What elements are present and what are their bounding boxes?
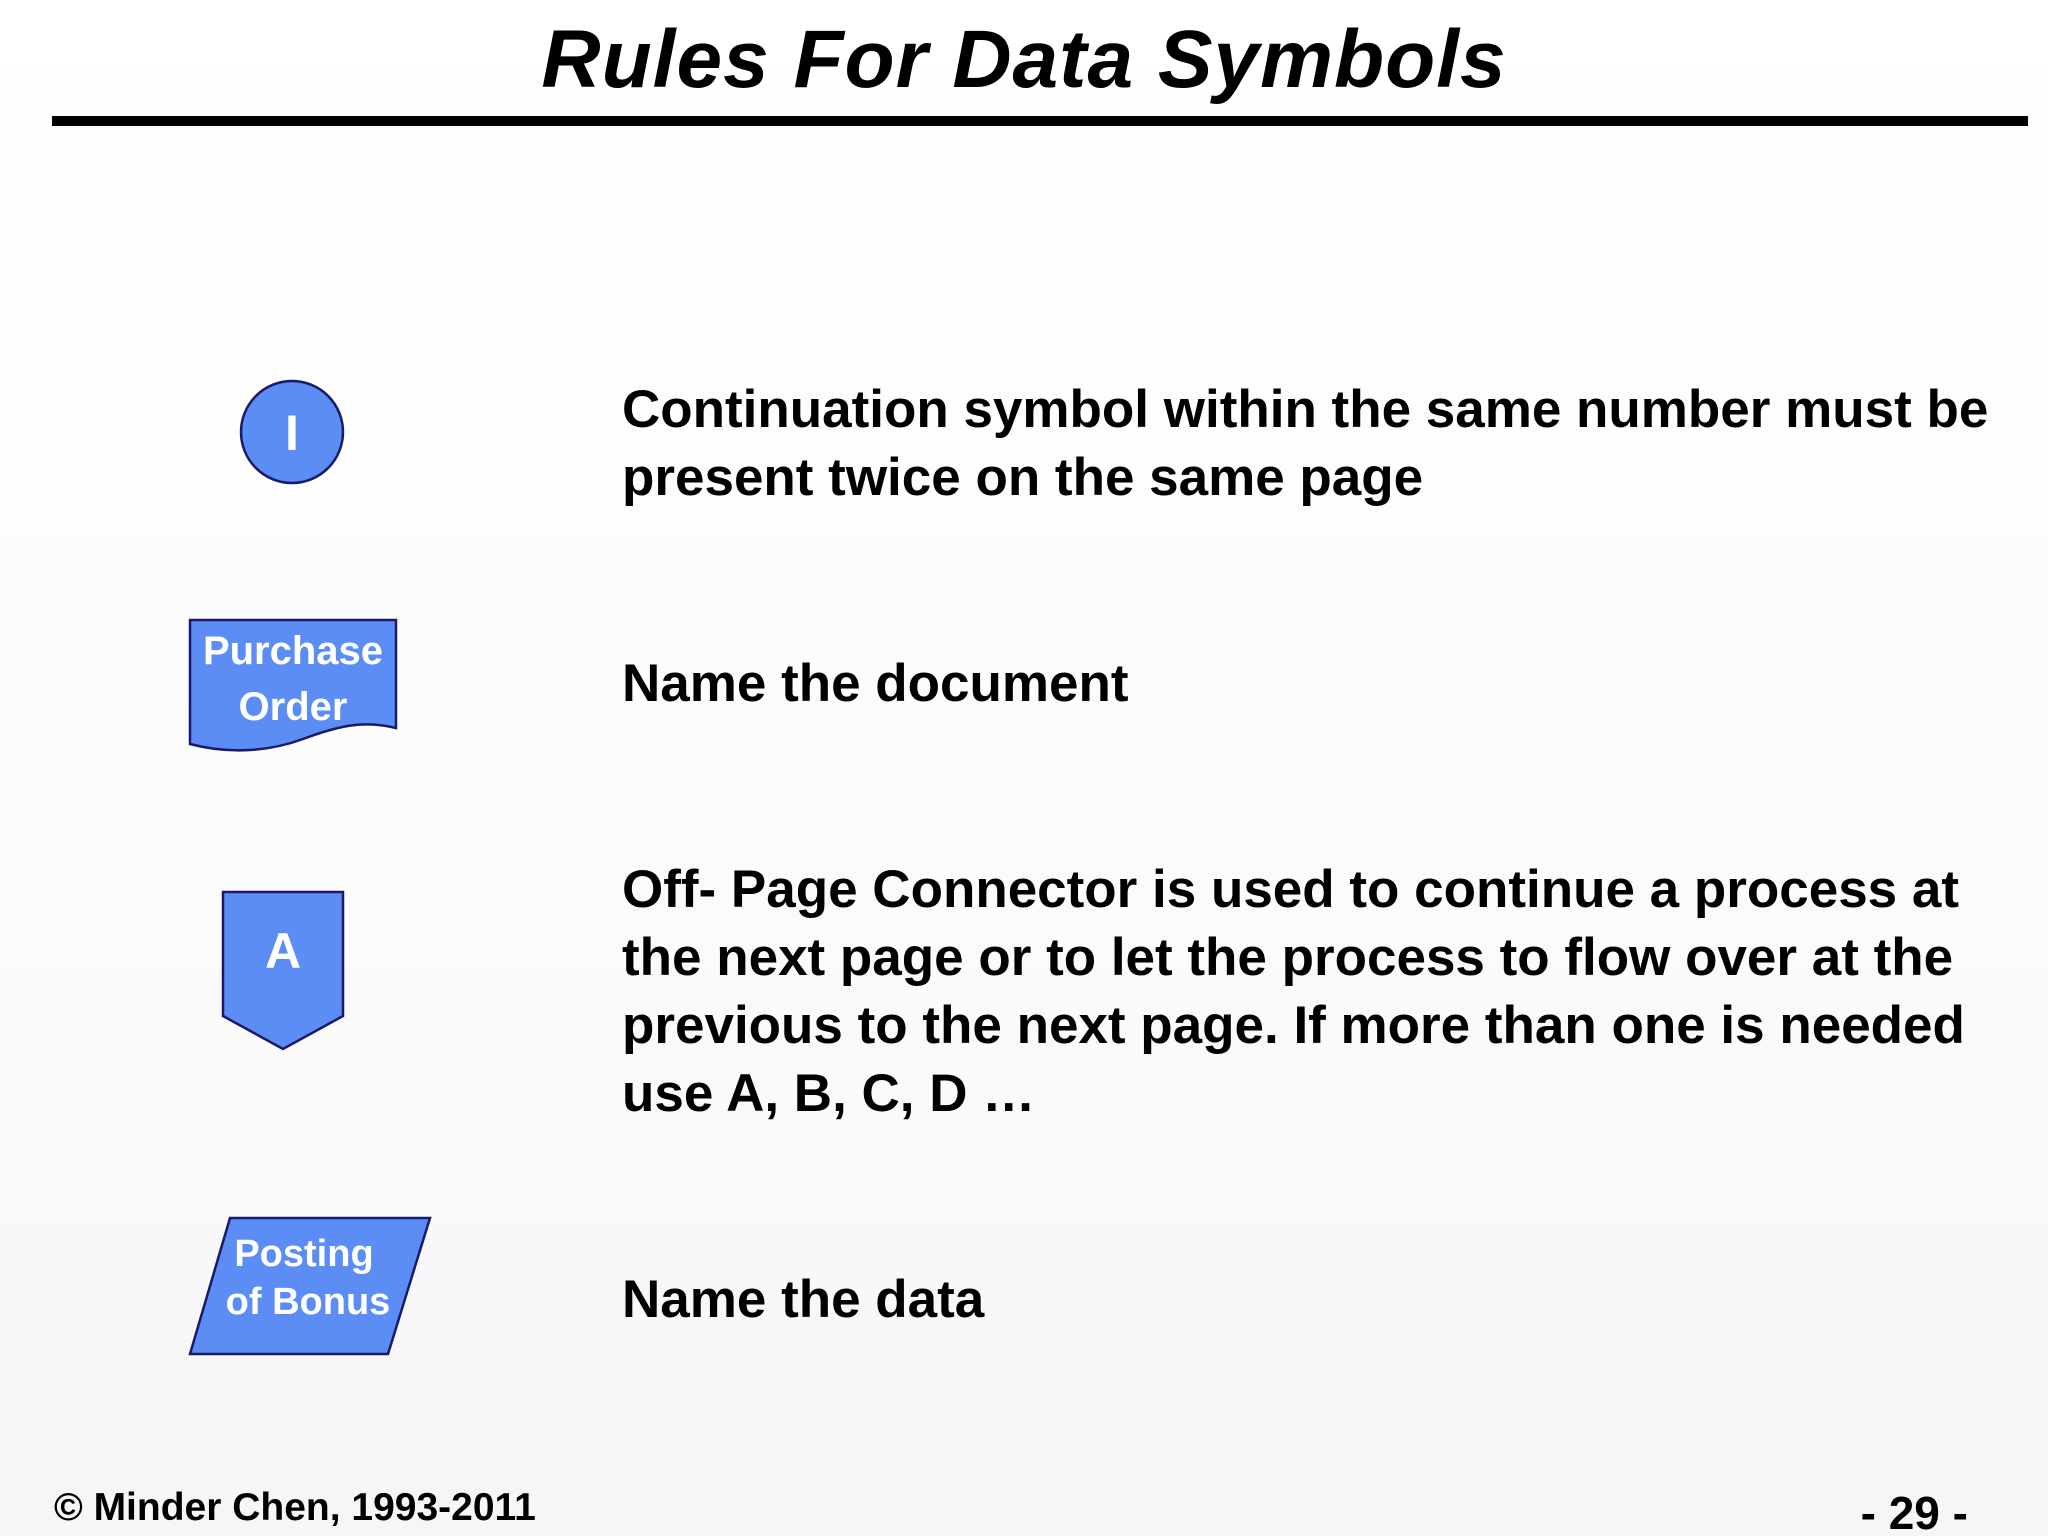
data-parallelogram-symbol: [188, 1216, 434, 1358]
document-label-line-1: Purchase: [202, 629, 384, 673]
data-parallelogram-label-line-2: of Bonus: [225, 1281, 391, 1323]
rule-description-document: Name the document: [622, 654, 1129, 713]
connector-circle-label: I: [285, 405, 299, 461]
connector-circle-symbol: [236, 376, 348, 488]
document-label-line-2: Order: [238, 685, 348, 729]
off-page-connector-label: A: [264, 923, 302, 979]
document-symbol: [188, 618, 400, 760]
slide-title: Rules For Data Symbols: [541, 14, 1507, 105]
rule-description-data: Name the data: [622, 1270, 985, 1329]
data-parallelogram-label-line-1: Posting: [234, 1233, 374, 1275]
rule-description-off-page-connector: Off- Page Connector is used to continue a process at the next page or to let the process to flow over at the previous to the next page. If more than one is needed use A, B, C, D …: [622, 860, 1965, 1123]
footer-page-number: - 29 -: [1860, 1487, 1968, 1539]
title-divider: [52, 116, 2028, 126]
rule-description-continuation: Continuation symbol within the same number must be present twice on the same page: [622, 380, 1989, 507]
off-page-connector-symbol: [221, 890, 347, 1052]
footer-copyright: © Minder Chen, 1993-2011: [54, 1486, 536, 1529]
